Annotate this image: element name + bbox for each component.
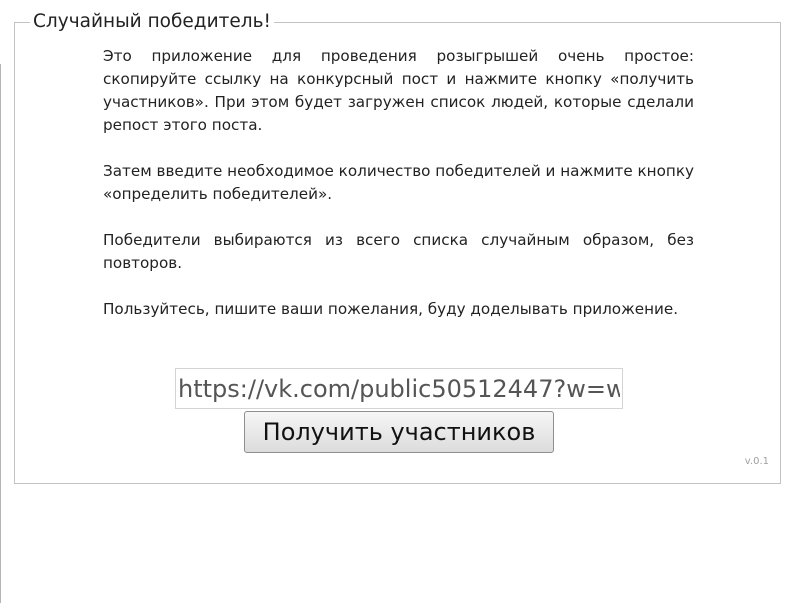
app-description	[103, 45, 694, 344]
post-url-input[interactable]	[175, 368, 623, 409]
get-participants-button[interactable]: Получить участников	[244, 411, 554, 453]
description-paragraph-intro: Это приложение для проведения розыгрышей очень простое: скопируйте ссылку на конкурсный пост и нажмите кнопку «получить участников». При этом будет загружен список людей, которые сделали репост этого поста.	[103, 47, 694, 134]
description-paragraph-feedback: Пользуйтесь, пишите ваши пожелания, буду доделывать приложение.	[103, 300, 679, 318]
version-label: v.0.1	[744, 456, 769, 467]
description-paragraph-winners-count: Затем введите необходимое количество победителей и нажмите кнопку «определить победителей».	[103, 162, 694, 203]
window-left-edge	[0, 64, 1, 603]
panel-title: Случайный победитель!	[33, 11, 271, 32]
description-paragraph-random: Победители выбираются из всего списка случайным образом, без повторов.	[103, 231, 694, 272]
